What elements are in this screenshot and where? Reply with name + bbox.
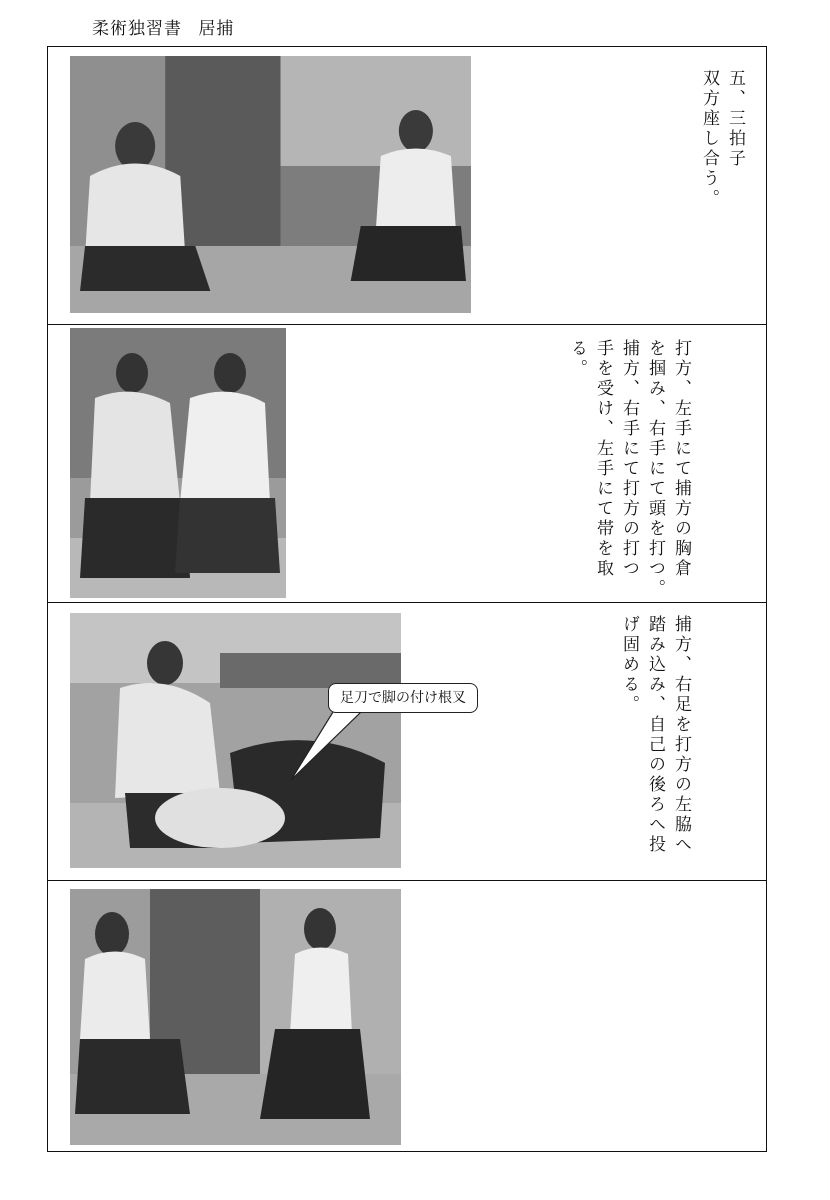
caption-line: 踏み込み、自己の後ろへ投	[645, 615, 665, 855]
section-title: 居捕	[198, 19, 235, 39]
caption-line: 五、三拍子	[725, 69, 745, 169]
caption-text	[696, 69, 748, 209]
table-row	[48, 603, 766, 881]
book-title: 柔術独習書	[92, 19, 182, 39]
table-row	[48, 325, 766, 603]
caption-line: を掴み、右手にて頭を打つ。	[645, 339, 665, 599]
photo-kneeling-finish	[70, 889, 401, 1145]
caption-line: 手を受け、左手にて帯を取	[593, 339, 613, 579]
callout-tail	[273, 712, 393, 782]
page-header	[92, 14, 234, 39]
caption-line: げ固める。	[619, 615, 639, 715]
caption-text	[564, 339, 694, 599]
caption-line: る。	[567, 339, 587, 379]
caption-line: 捕方、右足を打方の左脇へ	[671, 615, 691, 855]
table-row	[48, 881, 766, 1153]
caption-line: 打方、左手にて捕方の胸倉	[671, 339, 691, 579]
photo-strike-block	[70, 328, 286, 598]
photo-kneeling-facing	[70, 56, 471, 313]
caption-text	[616, 615, 694, 855]
table-row	[48, 47, 766, 325]
caption-line: 捕方、右手にて打方の打つ	[619, 339, 639, 579]
callout-bubble: 足刀で脚の付け根叉	[328, 683, 478, 713]
illustration-table	[47, 46, 767, 1152]
caption-line: 双方座し合う。	[699, 69, 719, 209]
